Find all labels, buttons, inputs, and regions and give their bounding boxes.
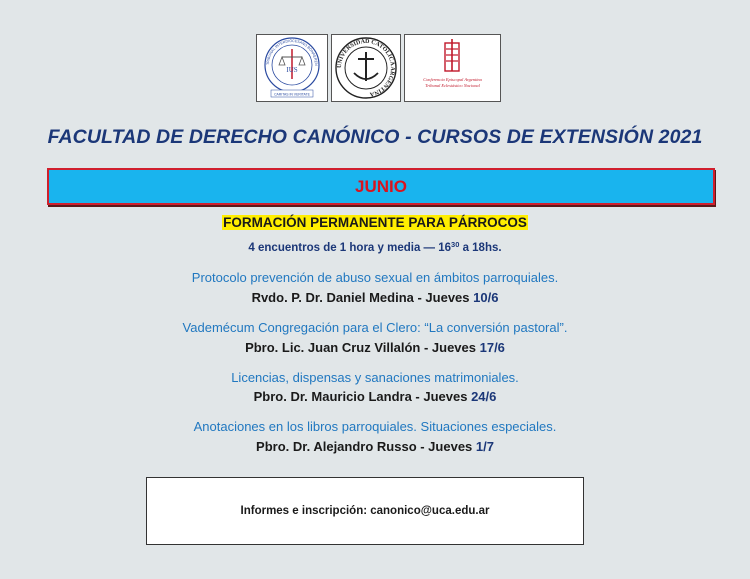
course-4-speaker [0,439,750,454]
course-4-speaker-name: Pbro. Dr. Alejandro Russo - Jueves [256,439,476,454]
conferencia-episcopal-logo [404,34,501,102]
course-2-title: Vademécum Congregación para el Clero: “La conversión pastoral”. [182,320,568,335]
tribunal-interdiocesano-logo [256,34,328,102]
logo2-ring-text: UNIVERSIDAD CATOLICA ARGENTINA [336,38,396,97]
course-4-date: 1/7 [475,439,494,454]
logo1-footer: CARITAS IN VERITATE [274,92,310,97]
course-3-date: 24/6 [471,389,497,404]
logo1-ring-text: TRIBUNAL INTERDIOCESANO BONAEREN [265,38,319,66]
schedule-suffix: a 18hs. [459,242,502,254]
course-1-speaker-name: Rvdo. P. Dr. Daniel Medina - Jueves [251,290,474,305]
program-subtitle [0,215,750,230]
logo1-label: IUS [286,66,298,74]
course-1-date: 10/6 [473,290,499,305]
schedule-prefix: 4 encuentros de 1 hora y media — 16 [248,242,452,254]
course-2-date: 17/6 [479,340,505,355]
logo-strip [0,34,750,104]
course-1-title: Protocolo prevención de abuso sexual en ámbitos parroquiales. [191,270,559,285]
course-4-title: Anotaciones en los libros parroquiales. Situaciones especiales. [193,419,557,434]
schedule-line [0,242,750,254]
uca-seal-logo [331,34,401,102]
course-2-speaker-name: Pbro. Lic. Juan Cruz Villalón - Jueves [245,340,480,355]
page-title: FACULTAD DE DERECHO CANÓNICO - CURSOS DE EXTENSIÓN 2021 [47,126,703,148]
svg-text:TRIBUNAL INTERDIOCESANO BONAER [257,35,318,66]
info-contact: Informes e inscripción: canonico@uca.edu.ar [240,505,490,517]
course-3-speaker [0,389,750,404]
subtitle-text: FORMACIÓN PERMANENTE PARA PÁRROCOS [223,215,527,230]
course-3-title: Licencias, dispensas y sanaciones matrimoniales. [231,370,519,385]
course-3-speaker-name: Pbro. Dr. Mauricio Landra - Jueves [253,389,472,404]
course-2-speaker [0,340,750,355]
month-banner: JUNIO [47,168,715,205]
schedule-superscript: 30 [451,240,460,249]
logo3-line1: Conferencia Episcopal Argentina [423,77,482,82]
info-box [146,477,584,545]
logo3-line2: Tribunal Eclesiástico Nacional [425,83,480,88]
course-1-speaker [0,290,750,305]
